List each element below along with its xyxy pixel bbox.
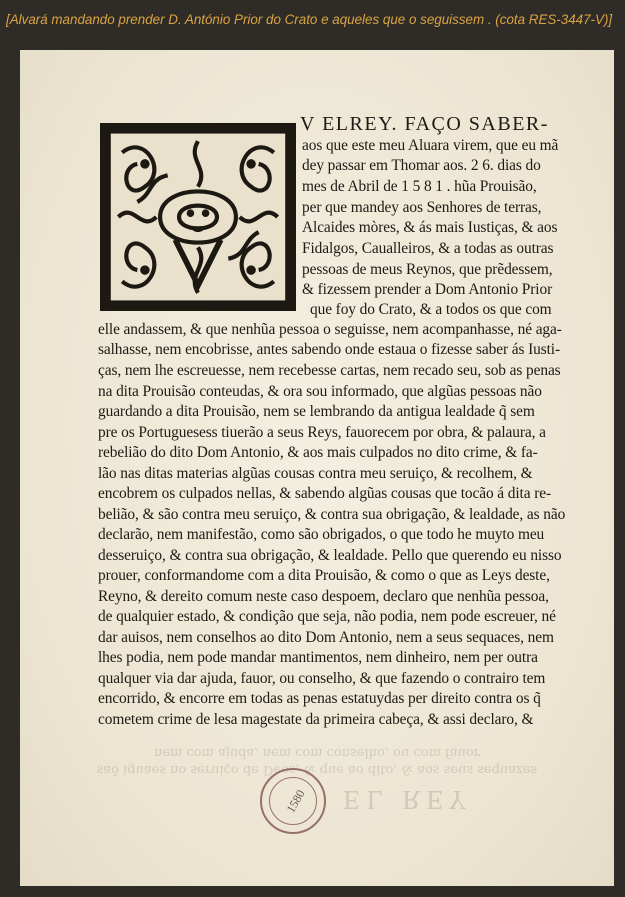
text-line: & fizessem prender a Dom Antonio Prior	[302, 281, 553, 298]
text-line: rebelião do dito Dom Antonio, & aos mais culpados no dito crime, & fa-	[98, 444, 538, 461]
text-line: declarão, nem manifestão, como são obrigados, o que todo he muyto meu	[98, 526, 545, 543]
text-line: guardando a dita Prouisão, nem se lembrando da antigua lealdade q̃ sem	[98, 403, 535, 420]
text-line: Alcaides mòres, & ás mais Iustiças, & aos	[302, 219, 558, 236]
text-line: salhasse, nem encobrisse, antes sabendo onde estaua o fizesse saber ás Iusti-	[98, 341, 560, 358]
text-line: de qualquier estado, & condição que seja, não podia, nem pode escreuer, né	[98, 608, 556, 625]
text-line: prouer, conformandome com a dita Prouisão, & como o que as Leys deste,	[98, 567, 550, 584]
bleed-through-heading: EL REY	[342, 785, 472, 813]
text-line: belião, & são contra meu seruiço, & contra sua obrigação, & lealdade, as não	[98, 506, 566, 523]
text-line: encorrido, & encorre em todas as penas estatuydas per direito contra os q̃	[98, 690, 541, 707]
text-line: Reyno, & dereito comum neste caso despoem, declaro que nenhũa pessoa,	[98, 588, 549, 605]
ornament-icon	[103, 126, 293, 308]
text-line: pessoas de meus Reynos, que prẽdessem,	[302, 261, 553, 278]
bleed-through-line: saõ iguaes no seruiço de Deos, & que ao dito, & aos seus sequazes	[96, 762, 538, 777]
text-line: lão nas ditas materias algũas cousas contra meu seruiço, & recolhem, &	[98, 465, 533, 482]
text-line: encobrem os culpados nellas, & sabendo algũas cousas que tocão á dita re-	[98, 485, 551, 502]
text-line: pre os Portuguesess tiuerão a seus Reys, fauorecem por obra, & palaura, a	[98, 424, 546, 441]
text-line: na dita Prouisão conteudas, & ora sou informado, que algũas pessoas não	[98, 383, 542, 400]
text-line: qualquer via dar ajuda, fauor, ou conselho, & que fazendo o contrairo tem	[98, 670, 546, 687]
text-line: que foy do Crato, & a todos os que com	[310, 301, 552, 318]
text-line: desseruiço, & contra sua obrigação, & lealdade. Pello que querendo eu nisso	[98, 547, 562, 564]
text-line: cometem crime de lesa magestate da primeira cabeça, & assi declaro, &	[98, 711, 534, 728]
bleed-through-line: nem com ajuda, nem com conselho, ou com fauor	[153, 745, 480, 760]
document-page	[20, 50, 614, 886]
image-caption: [Alvará mandando prender D. António Prior do Crato e aqueles que o seguissem . (cota RES-3447-V)]	[6, 12, 613, 27]
text-line: mes de Abril de 1 5 8 1 . hũa Prouisão,	[302, 178, 537, 195]
library-stamp	[260, 768, 326, 834]
text-line: elle andassem, & que nenhũa pessoa o seguisse, nem acompanhasse, né aga-	[98, 321, 562, 338]
text-line: aos que este meu Aluara virem, que eu mã	[302, 137, 559, 154]
text-line: lhes podia, nem pode mandar mantimentos, nem dinheiro, nem per outra	[98, 649, 538, 666]
stamp-year: 1580	[283, 787, 308, 816]
text-line: per que mandey aos Senhores de terras,	[302, 199, 542, 216]
text-line: dey passar em Thomar aos. 2 6. dias do	[302, 157, 541, 174]
text-line: dar auisos, nem conselhos ao dito Dom Antonio, nem a seus sequaces, nem	[98, 629, 554, 646]
text-line: ças, nem lhe escreuesse, nem recebesse cartas, nem recado seu, sob as penas	[98, 362, 561, 379]
text-line: Fidalgos, Caualleiros, & a todas as outras	[302, 240, 554, 257]
document-heading: V ELREY. FAÇO SABER-	[300, 113, 549, 135]
decorated-initial-v	[100, 123, 296, 311]
